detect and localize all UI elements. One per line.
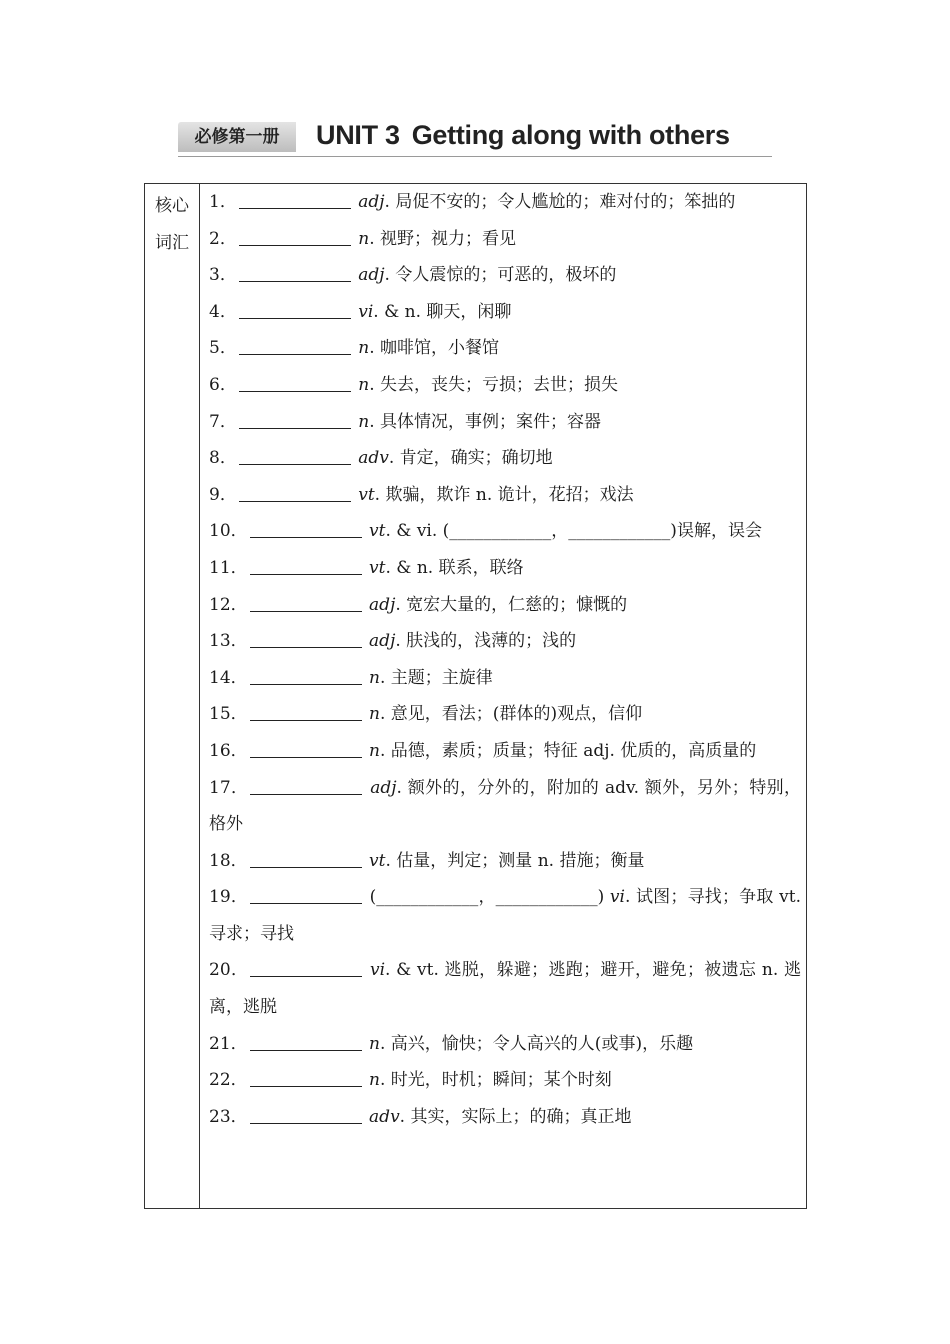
- item-number: 10．: [209, 521, 248, 542]
- part-of-speech: n: [369, 704, 380, 725]
- vocab-item-20: [209, 952, 801, 1025]
- answer-blank[interactable]: [250, 573, 362, 575]
- item-definition: . 高兴，愉快；令人高兴的人(或事)，乐趣: [380, 1033, 694, 1054]
- part-of-speech: n: [358, 228, 370, 249]
- item-definition: . 局促不安的；令人尴尬的；难对付的；笨拙的: [384, 192, 736, 212]
- item-definition: . & vt. 逃脱，躲避；逃跑；避开，避免；被遗忘 n. 逃离，逃脱: [209, 960, 801, 1018]
- part-of-speech: vi: [609, 887, 625, 908]
- vocab-item-16: [209, 733, 801, 770]
- item-number: 16．: [209, 740, 248, 761]
- item-definition: . 品德，素质；质量；特征 adj. 优质的，高质量的: [380, 740, 757, 761]
- item-number: 9．: [209, 484, 237, 505]
- section-label: [145, 184, 200, 1208]
- part-of-speech: n: [369, 740, 380, 761]
- answer-blank[interactable]: [250, 610, 362, 612]
- item-number: 18．: [209, 850, 248, 871]
- item-definition: . 额外的，分外的，附加的 adv. 额外，另外；特别，格外: [209, 777, 801, 835]
- item-definition: . 欺骗，欺诈 n. 诡计，花招；戏法: [374, 484, 634, 505]
- item-number: 21．: [209, 1033, 248, 1054]
- answer-blank[interactable]: [239, 427, 351, 429]
- part-of-speech: n: [369, 1070, 380, 1091]
- item-definition: . 失去，丧失；亏损；去世；损失: [369, 374, 618, 395]
- item-number: 3．: [209, 265, 237, 286]
- item-definition: . 主题；主旋律: [380, 667, 493, 688]
- item-definition: . 其实，实际上；的确；真正地: [399, 1106, 632, 1127]
- item-number: 11．: [209, 557, 248, 578]
- answer-blank[interactable]: [239, 207, 351, 209]
- vocab-item-8: [209, 440, 801, 477]
- answer-blank[interactable]: [250, 1049, 362, 1051]
- part-of-speech: adj: [369, 631, 396, 652]
- item-number: 20．: [209, 960, 249, 981]
- answer-blank[interactable]: [239, 353, 351, 355]
- vocab-item-21: [209, 1026, 801, 1063]
- answer-blank[interactable]: [250, 975, 362, 977]
- item-definition: . 咖啡馆，小餐馆: [369, 338, 499, 359]
- part-of-speech: n: [358, 338, 370, 359]
- vocab-item-4: [209, 294, 801, 331]
- answer-blank[interactable]: [239, 317, 351, 319]
- answer-blank[interactable]: [250, 793, 362, 795]
- answer-blank[interactable]: [250, 1122, 362, 1124]
- item-definition: . 视野；视力；看见: [369, 228, 516, 249]
- part-of-speech: vt: [358, 484, 375, 505]
- vocab-item-13: [209, 623, 801, 660]
- vocab-item-17: [209, 770, 801, 843]
- answer-blank[interactable]: [250, 683, 362, 685]
- item-number: 4．: [209, 301, 237, 322]
- item-number: 6．: [209, 374, 237, 395]
- part-of-speech: n: [369, 667, 380, 688]
- section-label-line-1: 核心: [155, 196, 189, 216]
- part-of-speech: n: [369, 1033, 380, 1054]
- answer-blank[interactable]: [239, 390, 351, 392]
- item-number: 15．: [209, 704, 248, 725]
- part-of-speech: vt: [369, 557, 386, 578]
- part-of-speech: adv: [358, 448, 389, 469]
- answer-blank[interactable]: [239, 463, 351, 465]
- item-number: 17．: [209, 777, 249, 798]
- section-label-line-2: 词汇: [155, 233, 189, 253]
- part-of-speech: n: [358, 374, 370, 395]
- item-definition: . 具体情况，事例；案件；容器: [369, 411, 601, 432]
- item-definition: . 宽宏大量的，仁慈的；慷慨的: [395, 594, 628, 615]
- part-of-speech: vi: [369, 960, 386, 981]
- item-number: 1．: [209, 192, 237, 212]
- vocab-item-3: [209, 257, 801, 294]
- item-number: 8．: [209, 448, 237, 469]
- vocab-item-9: [209, 477, 801, 514]
- part-of-speech: adv: [369, 1106, 400, 1127]
- item-definition: . 肯定，确实；确切地: [388, 448, 553, 469]
- vocab-item-1: [209, 184, 801, 221]
- item-definition: . & n. 联系，联络: [385, 557, 524, 578]
- item-number: 5．: [209, 338, 237, 359]
- item-definition: . 估量，判定；测量 n. 措施；衡量: [385, 850, 645, 871]
- vocab-item-19: [209, 879, 801, 952]
- unit-name: Getting along with others: [411, 120, 730, 150]
- vocab-item-2: [209, 221, 801, 258]
- header-rule: [178, 156, 772, 157]
- answer-blank[interactable]: [250, 756, 362, 758]
- vocab-item-11: [209, 550, 801, 587]
- part-of-speech: vt: [369, 850, 386, 871]
- item-number: 14．: [209, 667, 248, 688]
- part-of-speech: vt: [369, 521, 386, 542]
- item-number: 22．: [209, 1070, 248, 1091]
- part-of-speech: adj: [370, 777, 397, 798]
- vocab-item-5: [209, 330, 801, 367]
- answer-blank[interactable]: [239, 244, 351, 246]
- answer-blank[interactable]: [250, 719, 362, 721]
- unit-title: [316, 120, 730, 151]
- vocab-item-12: [209, 587, 801, 624]
- vocab-item-15: [209, 696, 801, 733]
- item-definition: . 令人震惊的；可恶的，极坏的: [384, 265, 617, 286]
- answer-blank[interactable]: [250, 1085, 362, 1087]
- item-number: 23．: [209, 1106, 248, 1127]
- answer-blank[interactable]: [239, 280, 351, 282]
- item-extra-blanks: (____________，____________): [369, 887, 605, 908]
- part-of-speech: adj: [358, 192, 385, 212]
- vocab-item-23: [209, 1099, 801, 1136]
- part-of-speech: adj: [358, 265, 385, 286]
- vocab-item-18: [209, 843, 801, 880]
- part-of-speech: vi: [358, 301, 374, 322]
- part-of-speech: n: [358, 411, 370, 432]
- vocab-item-14: [209, 660, 801, 697]
- item-number: 13．: [209, 631, 248, 652]
- vocabulary-list: [209, 184, 801, 1135]
- vocab-item-10: [209, 513, 801, 550]
- answer-blank[interactable]: [250, 646, 362, 648]
- item-number: 7．: [209, 411, 237, 432]
- unit-number: UNIT 3: [316, 120, 400, 150]
- vocab-item-6: [209, 367, 801, 404]
- answer-blank[interactable]: [250, 536, 362, 538]
- item-number: 12．: [209, 594, 248, 615]
- item-number: 19．: [209, 887, 249, 908]
- item-definition: . 试图；寻找；争取 vt. 寻求；寻找: [209, 887, 802, 944]
- vocab-item-7: [209, 404, 801, 441]
- vocabulary-table: [144, 183, 807, 1209]
- item-definition: . & vi. (____________，____________)误解，误会: [385, 521, 762, 542]
- answer-blank[interactable]: [250, 866, 362, 868]
- item-definition: . 意见，看法；(群体的)观点，信仰: [380, 704, 643, 725]
- answer-blank[interactable]: [239, 500, 351, 502]
- item-definition: . 肤浅的，浅薄的；浅的: [395, 631, 577, 652]
- answer-blank[interactable]: [250, 902, 362, 904]
- vocab-item-22: [209, 1062, 801, 1099]
- book-badge: 必修第一册: [178, 122, 296, 152]
- item-definition: . & n. 聊天，闲聊: [373, 301, 512, 322]
- item-definition: . 时光，时机；瞬间；某个时刻: [380, 1070, 612, 1091]
- part-of-speech: adj: [369, 594, 396, 615]
- unit-header: [178, 118, 772, 158]
- item-number: 2．: [209, 228, 237, 249]
